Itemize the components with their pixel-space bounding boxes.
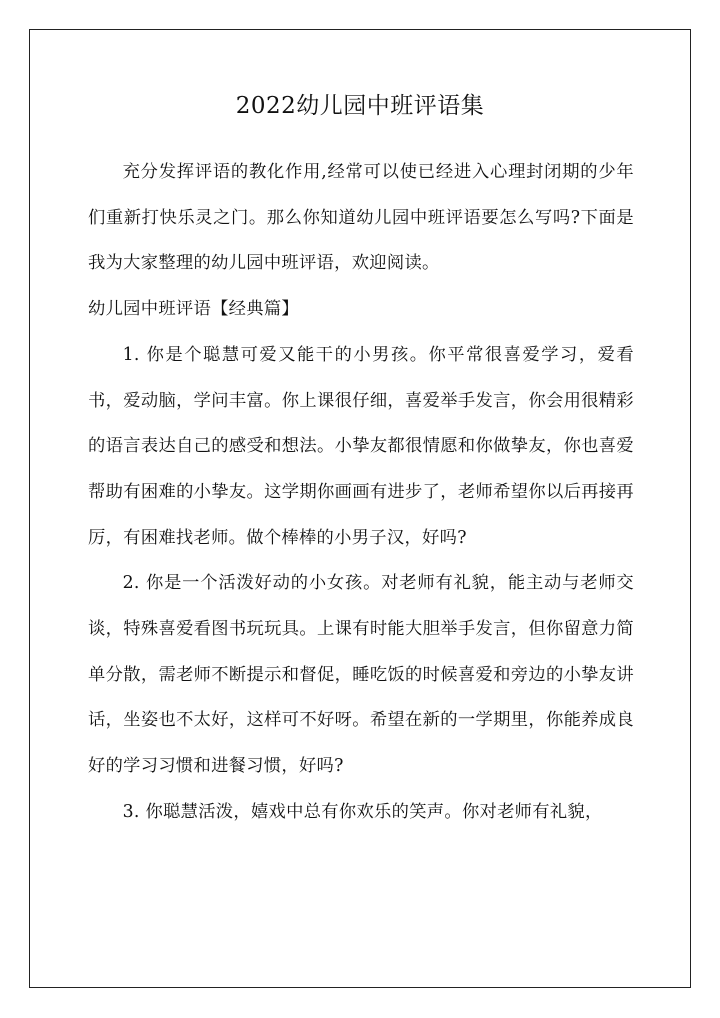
comment-item-1: 1. 你是个聪慧可爱又能干的小男孩。你平常很喜爱学习，爱看书，爱动脑，学问丰富。你上课很仔细，喜爱举手发言，你会用很精彩的语言表达自己的感受和想法。小挚友都很情愿和你做挚友，你也喜爱帮助有困难的小挚友。这学期你画画有进步了，老师希望你以后再接再厉，有困难找老师。做个棒棒的小男子汉，好吗? <box>88 344 634 548</box>
intro-paragraph: 充分发挥评语的教化作用,经常可以使已经进入心理封闭期的少年们重新打快乐灵之门。那么你知道幼儿园中班评语要怎么写吗?下面是我为大家整理的幼儿园中班评语，欢迎阅读。 <box>88 162 634 274</box>
comment-item-3: 3. 你聪慧活泼，嬉戏中总有你欢乐的笑声。你对老师有礼貌， <box>122 801 603 822</box>
document-body <box>88 150 634 836</box>
document-title: 2022幼儿园中班评语集 <box>235 93 485 119</box>
section-heading: 幼儿园中班评语【经典篇】 <box>88 299 299 320</box>
comment-item-2: 2. 你是一个活泼好动的小女孩。对老师有礼貌，能主动与老师交谈，特殊喜爱看图书玩玩具。上课有时能大胆举手发言，但你留意力简单分散，需老师不断提示和督促，睡吃饭的时候喜爱和旁边的小挚友讲话，坐姿也不太好，这样可不好呀。希望在新的一学期里，你能养成良好的学习习惯和进餐习惯，好吗? <box>88 573 634 777</box>
